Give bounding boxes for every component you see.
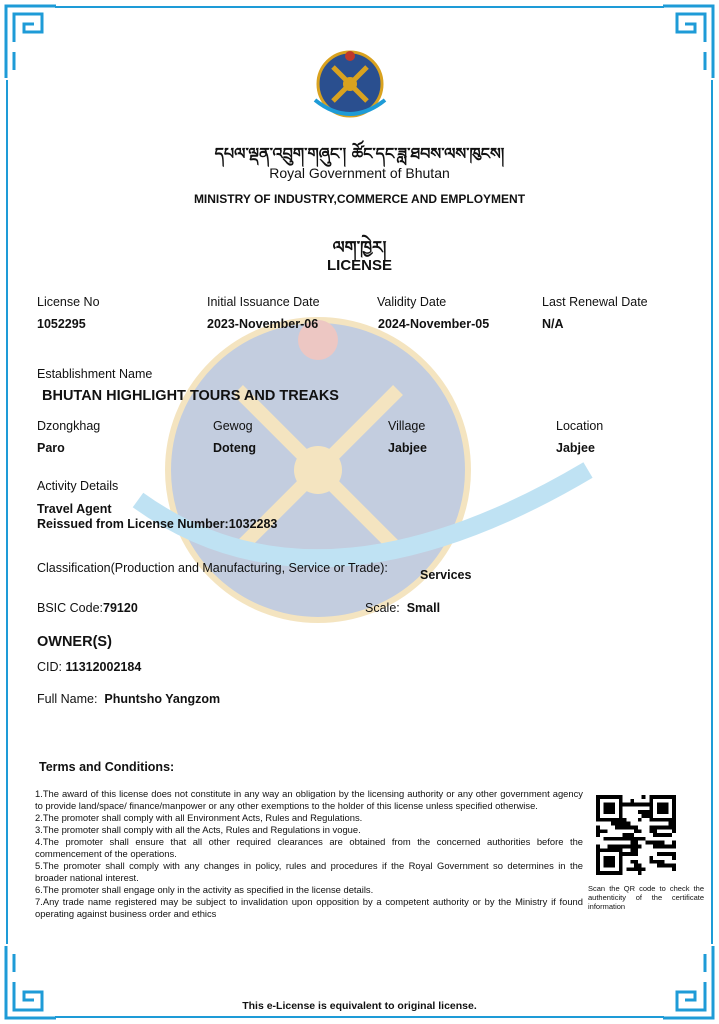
activity-line-1: Travel Agent [37,502,112,516]
frame-bottom-border [55,1016,664,1018]
corner-ornament-top-left [2,2,60,82]
terms-item-1: 1.The award of this license does not constitute in any way an obligation by the licensing authority or any other government agency to provide land/space/ finance/manpower or any other exemptions to the holder of this license unless specified otherwise. [35,788,583,811]
activity-line-2: Reissued from License Number:1032283 [37,517,278,531]
establishment-name: BHUTAN HIGHLIGHT TOURS AND TREAKS [42,388,339,404]
terms-item-7: 7.Any trade name registered may be subject to invalidation upon opposition by a competent authority or by the Ministry if found operating against business order and ethics [35,896,583,919]
village-value: Jabjee [388,441,427,455]
gewog-value: Doteng [213,441,257,455]
terms-item-6: 6.The promoter shall engage only in the activity as specified in the license details. [35,884,374,895]
terms-item-2: 2.The promoter shall comply with all Environment Acts, Rules and Regulations. [35,812,363,823]
renewal-date-label: Last Renewal Date [542,295,648,309]
scale [365,601,440,615]
scale-label: Scale: [365,601,400,615]
frame-left-border [6,80,8,944]
dzongkha-header-line: དཔལ་ལྡན་འབྲུག་གཞུང་། ཚོང་དང་ཟླ་ཐབས་ལས་ཁུངས། [214,144,505,163]
license-no-label: License No [37,295,100,309]
corner-ornament-top-right [659,2,717,82]
dzongkha-license-title: ལག་ཁྱེར། [332,238,387,258]
bsic-label: BSIC Code: [37,601,104,615]
footer-note: This e-License is equivalent to original license. [242,1000,477,1012]
terms-item-4: 4.The promoter shall ensure that all other required clearances are obtained from the concerned authorities before the commencement of the operations. [35,836,583,859]
location-value: Jabjee [556,441,595,455]
owner-heading: OWNER(S) [37,634,112,650]
location-label: Location [556,419,604,433]
activity-label: Activity Details [37,479,119,493]
ministry-name: MINISTRY OF INDUSTRY,COMMERCE AND EMPLOYMENT [193,192,526,206]
qr-code-icon[interactable] [596,795,676,875]
scale-value: Small [406,601,441,615]
owner-full-name [37,692,220,706]
gewog-label: Gewog [213,419,253,433]
classification-value: Services [420,568,472,582]
royal-emblem-logo [309,46,391,128]
bsic-code [37,601,138,615]
frame-top-border [55,6,664,8]
issue-date-label: Initial Issuance Date [207,295,320,309]
emblem-watermark [118,300,598,700]
license-no-value: 1052295 [37,317,86,331]
terms-item-5: 5.The promoter shall comply with any changes in policy, rules and procedures if the Royal Government so determines in the broader national interest. [35,860,583,883]
bsic-value: 79120 [103,601,138,615]
owner-cid [37,660,141,674]
qr-caption: Scan the QR code to check the authenticity of the certificate information [588,884,704,911]
terms-heading: Terms and Conditions: [39,760,175,774]
terms-item-3: 3.The promoter shall comply with all the Acts, Rules and Regulations in vogue. [35,824,361,835]
cid-value: 11312002184 [65,660,142,674]
issue-date-value: 2023-November-06 [207,317,319,331]
validity-date-value: 2024-November-05 [378,317,490,331]
page-title: LICENSE [326,257,392,274]
village-label: Village [388,419,426,433]
government-name: Royal Government of Bhutan [269,165,450,181]
full-name-value: Phuntsho Yangzom [104,692,221,706]
frame-right-border [711,80,713,944]
establishment-label: Establishment Name [37,367,153,381]
dzongkhag-value: Paro [37,441,65,455]
cid-label: CID: [37,660,62,674]
dzongkhag-label: Dzongkhag [37,419,101,433]
full-name-label: Full Name: [37,692,98,706]
renewal-date-value: N/A [542,317,564,331]
terms-list [35,788,583,920]
validity-date-label: Validity Date [377,295,447,309]
classification-label: Classification(Production and Manufacturing, Service or Trade): [37,561,388,575]
